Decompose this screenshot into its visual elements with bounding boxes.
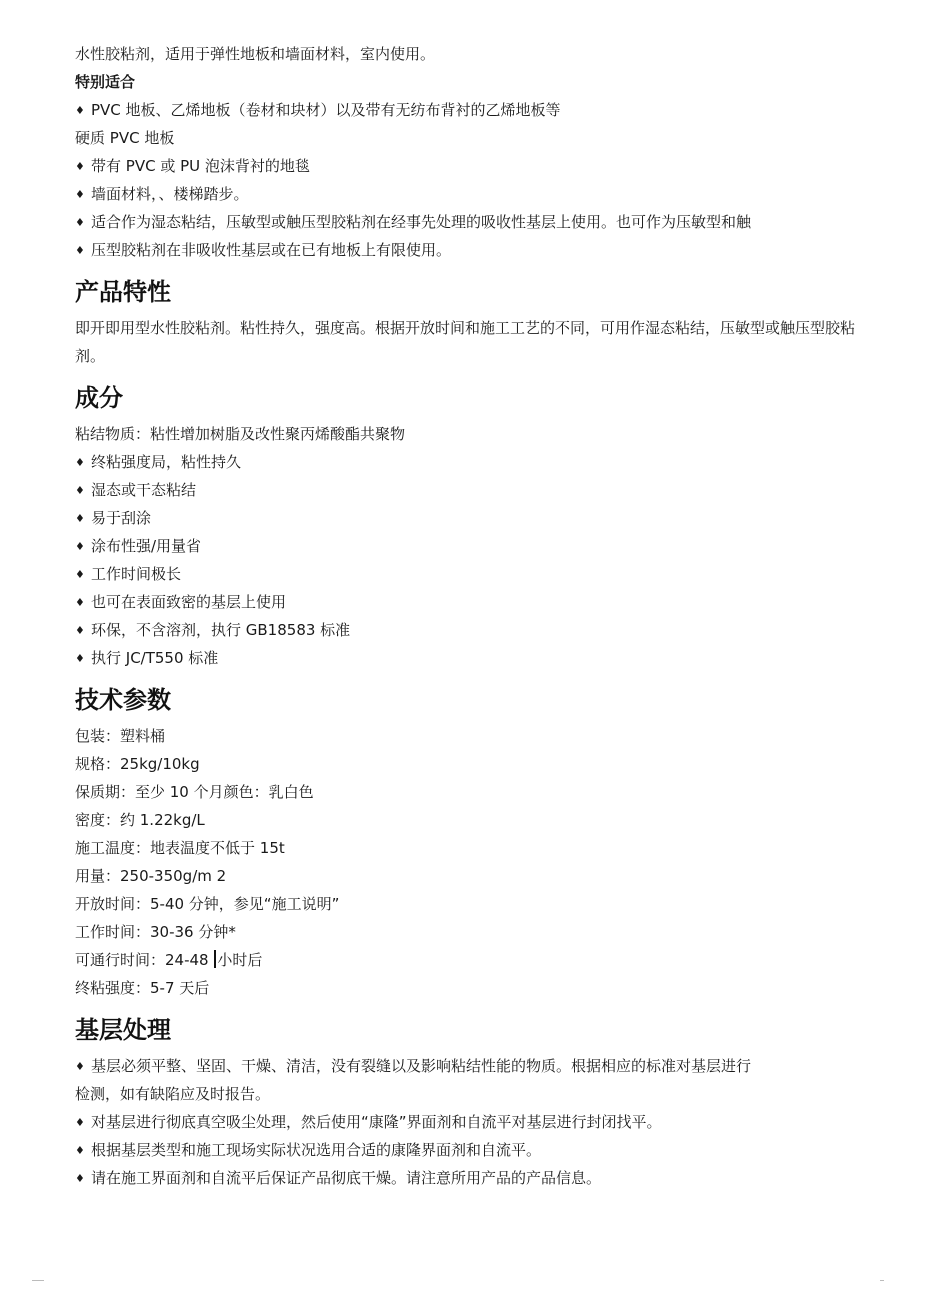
intro-plain-line: 硬质 PVC 地板: [75, 129, 175, 147]
section-heading-features: 产品特性: [75, 278, 171, 306]
composition-bullet-item: ♦ 执行 JC/T550 标准: [75, 644, 855, 672]
composition-line: 粘结物质：粘性增加树脂及改性聚丙烯酸酯共聚物: [75, 425, 406, 443]
composition-bullet-item: ♦ 环保，不含溶剂，执行 GB18583 标准: [75, 616, 855, 644]
intro-bullet-item: ♦ 适合作为湿态粘结，压敏型或触压型胶粘剂在经事先处理的吸收性基层上使用。也可作为压敏型和触: [75, 208, 855, 236]
intro-bullet-item: ♦ 墙面材料，、楼梯踏步。: [75, 180, 855, 208]
spec-line: 用量：250-350g/m 2: [75, 867, 227, 885]
composition-bullet-item: ♦ 终粘强度局，粘性持久: [75, 448, 855, 476]
page-corner-mark: [32, 1280, 44, 1281]
intro-bullet-item: ♦ 压型胶粘剂在非吸收性基层或在已有地板上有限使用。: [75, 236, 855, 264]
section-heading-composition: 成分: [75, 384, 123, 412]
features-text: 即开即用型水性胶粘剂。粘性持久，强度高。根据开放时间和施工工艺的不同，可用作湿态粘结，压敏型或触压型胶粘剂。: [75, 319, 856, 365]
composition-bullet-item: ♦ 易于刮涂: [75, 504, 855, 532]
composition-bullet-item: ♦ 工作时间极长: [75, 560, 855, 588]
intro-line: 水性胶粘剂，适用于弹性地板和墙面材料，室内使用。: [75, 45, 436, 63]
spec-line: 终粘强度：5-7 天后: [75, 979, 210, 997]
substrate-bullet-item: ♦ 请在施工界面剂和自流平后保证产品彻底干燥。请注意所用产品的产品信息。: [75, 1164, 855, 1192]
composition-bullet-item: ♦ 湿态或干态粘结: [75, 476, 855, 504]
page-corner-mark: [880, 1280, 884, 1281]
spec-line: 包装：塑料桶: [75, 727, 166, 745]
substrate-continuation: 检测，如有缺陷应及时报告。: [75, 1085, 271, 1103]
spec-line: 密度：约 1.22kg/L: [75, 811, 205, 829]
spec-line: 施工温度：地表温度不低于 15t: [75, 839, 285, 857]
composition-bullet-item: ♦ 也可在表面致密的基层上使用: [75, 588, 855, 616]
walk-time-prefix: 可通行时间：24-48: [75, 951, 214, 969]
composition-bullet-item: ♦ 涂布性强/用量省: [75, 532, 855, 560]
substrate-bullet-item: ♦ 对基层进行彻底真空吸尘处理，然后使用“康隆”界面剂和自流平对基层进行封闭找平。: [75, 1108, 855, 1136]
intro-bullet-item: ♦ PVC 地板、乙烯地板（卷材和块材）以及带有无纺布背衬的乙烯地板等: [75, 96, 855, 124]
document-page: [75, 40, 855, 1192]
substrate-bullet-item: ♦ 根据基层类型和施工现场实际状况选用合适的康隆界面剂和自流平。: [75, 1136, 855, 1164]
intro-bullet-item: ♦ 带有 PVC 或 PU 泡沫背衬的地毯: [75, 152, 855, 180]
spec-line: 规格：25kg/10kg: [75, 755, 200, 773]
spec-line: 开放时间：5-40 分钟，参见“施工说明”: [75, 895, 340, 913]
section-heading-specs: 技术参数: [75, 686, 171, 714]
spec-line: 工作时间：30-36 分钟*: [75, 923, 236, 941]
substrate-bullet-item: ♦ 基层必须平整、坚固、干燥、清洁，没有裂缝以及影响粘结性能的物质。根据相应的标准对基层进行: [75, 1052, 855, 1080]
spec-line: 保质期：至少 10 个月颜色：乳白色: [75, 783, 314, 801]
spec-line-walk-time: [75, 946, 855, 974]
section-heading-substrate: 基层处理: [75, 1016, 171, 1044]
intro-subheading: 特别适合: [75, 73, 136, 91]
walk-time-suffix: 小时后: [217, 951, 263, 969]
